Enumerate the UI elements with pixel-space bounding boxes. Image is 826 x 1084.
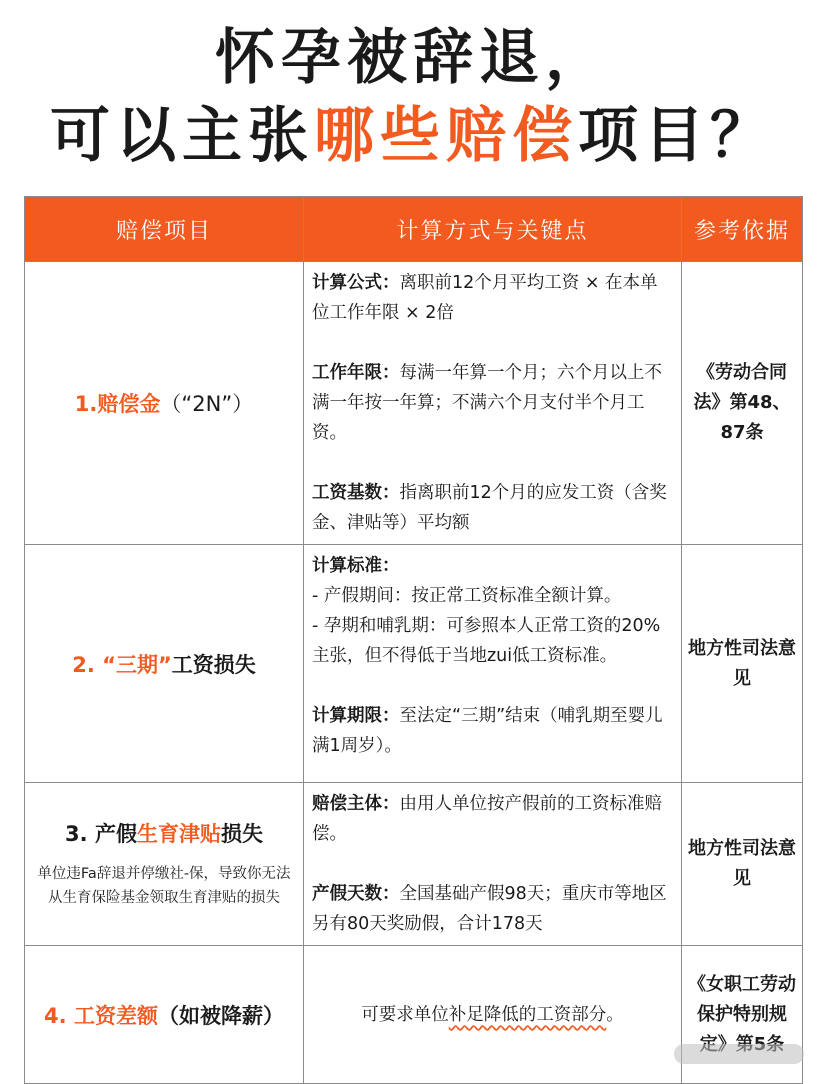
row4-text-pre: 可要求单位 — [361, 1004, 449, 1025]
row3-post: 损失 — [220, 822, 263, 846]
row1-item — [25, 262, 304, 545]
row1-base-key: 工资基数： — [312, 483, 400, 503]
row3-method — [304, 783, 682, 946]
row1-base-text: 指离职前12个月的应发工资（含奖金、津贴等）平均额 — [312, 483, 667, 533]
row2-suffix: 工资损失 — [171, 652, 256, 677]
row1-formula — [312, 268, 673, 328]
row2-period-text: 至法定“三期”结束（哺乳期至婴儿满1周岁）。 — [312, 706, 663, 756]
row3-item — [25, 783, 304, 946]
row1-basis: 《劳动合同法》第48、87条 — [682, 262, 803, 545]
table-header-row — [25, 197, 803, 262]
row2-period-key: 计算期限： — [312, 706, 400, 726]
row1-name: 赔偿金 — [97, 392, 161, 416]
page-title-line1: 怀孕被辞退， — [215, 23, 611, 93]
row1-method — [304, 262, 682, 545]
row1-years — [312, 358, 673, 448]
row2-num: 2. — [72, 652, 95, 677]
header-basis: 参考依据 — [682, 197, 803, 262]
row2-basis: 地方性司法意见 — [682, 545, 803, 783]
row3-note: 单位违Fa辞退并停缴社-保，导致你无法从生育保险基金领取生育津贴的损失 — [37, 866, 291, 906]
row2-highlight: “三期” — [102, 652, 172, 677]
row3-basis: 地方性司法意见 — [682, 783, 803, 946]
row4-suffix: （如被降薪） — [157, 1003, 284, 1028]
row1-years-key: 工作年限： — [312, 363, 400, 383]
row3-days-text: 全国基础产假98天；重庆市等地区另有80天奖励假，合计178天 — [312, 884, 667, 934]
row4-basis: 《女职工劳动保护特别规 — [682, 946, 803, 1084]
watermark — [674, 1044, 804, 1064]
row1-formula-key: 计算公式： — [312, 273, 400, 293]
row3-subject-text: 由用人单位按产假前的工资标准赔偿。 — [312, 794, 662, 844]
row1-suffix: （“2N”） — [160, 392, 254, 416]
row1-num: 1. — [74, 392, 98, 416]
title-post: 项目？ — [578, 101, 776, 171]
row2-std-line1: - 产假期间：按正常工资标准全额计算。 — [312, 586, 622, 606]
row2-std-line2: - 孕期和哺乳期：可参照本人正常工资的20% 主张，但不得低于当地zui低工资标准。 — [312, 616, 661, 666]
row2-period — [312, 701, 673, 761]
row4-item — [25, 946, 304, 1084]
row2-method — [304, 545, 682, 783]
row3-days — [312, 879, 673, 939]
row3-highlight: 生育津贴 — [136, 822, 221, 846]
title-pre: 可以主张 — [50, 101, 314, 171]
row1-years-text: 每满一年算一个月；六个月以上不满一年按一年算；不满六个月支付半个月工资。 — [312, 363, 662, 443]
row2-item — [25, 545, 304, 783]
header-method: 计算方式与关键点 — [304, 197, 682, 262]
table-row — [25, 545, 803, 783]
table-row — [25, 783, 803, 946]
row1-base — [312, 478, 673, 538]
row1-formula-text: 离职前12个月平均工资 × 在本单位工作年限 × 2倍 — [312, 273, 658, 323]
row4-text-post: 。 — [606, 1004, 624, 1025]
title-highlight: 哪些赔偿 — [314, 101, 578, 171]
header-item: 赔偿项目 — [25, 197, 304, 262]
row4-highlight: 4. 工资差额 — [44, 1003, 158, 1028]
row4-text-wavy: 补足降低的工资部分 — [448, 1004, 607, 1025]
row3-pre: 3. 产假 — [65, 822, 137, 846]
row4-method — [304, 946, 682, 1084]
table-row — [25, 262, 803, 545]
compensation-table — [24, 196, 803, 1084]
row3-subject — [312, 789, 673, 849]
row2-std-key: 计算标准： — [312, 556, 400, 576]
row3-days-key: 产假天数： — [312, 884, 400, 904]
row3-subject-key: 赔偿主体： — [312, 794, 400, 814]
page-title-line2 — [0, 96, 826, 176]
